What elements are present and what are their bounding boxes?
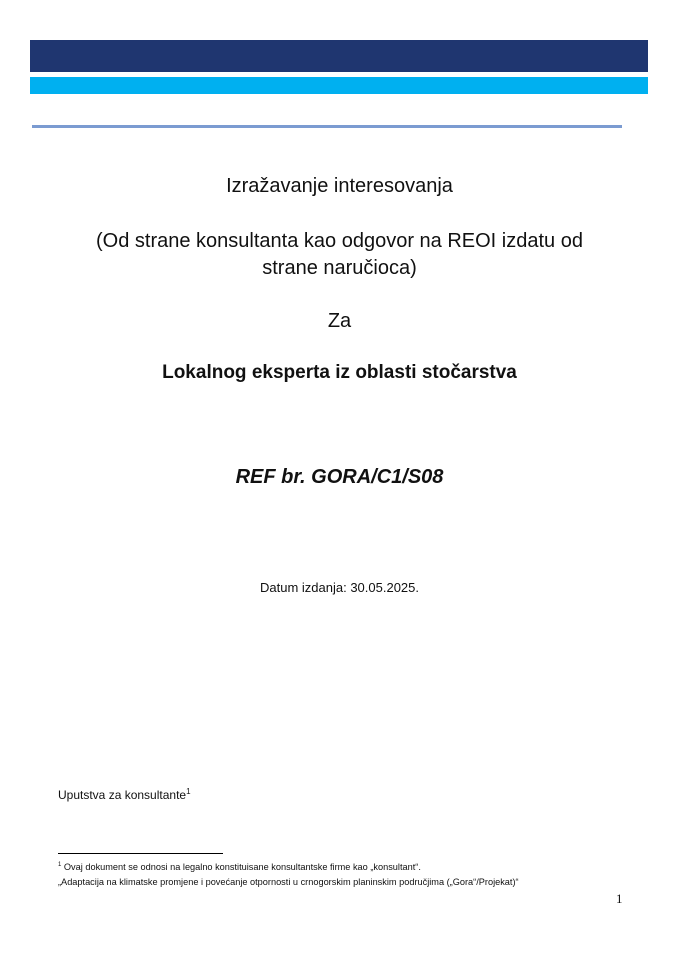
footnote-2: „Adaptacija na klimatske promjene i povećanje otpornosti u crnogorskim planinskim područjima („Gora“/Projekat)“ — [58, 877, 519, 887]
document-title: Izražavanje interesovanja — [226, 175, 453, 197]
subtitle-line-1: (Od strane konsultanta kao odgovor na REOI izdatu od — [96, 230, 583, 252]
instructions-text: Uputstva za konsultante — [58, 788, 187, 802]
footnote-mark: 1 — [58, 862, 62, 868]
header-rule — [32, 125, 622, 128]
page-number: 1 — [616, 891, 623, 906]
footnote-separator — [58, 853, 223, 854]
position-title: Lokalnog eksperta iz oblasti stočarstva — [162, 362, 517, 383]
reference-number: REF br. GORA/C1/S08 — [235, 466, 444, 488]
header-band-cyan — [30, 77, 648, 94]
instructions-heading — [58, 787, 191, 802]
subtitle-line-2: strane naručioca) — [262, 257, 417, 279]
footnote-ref[interactable]: 1 — [186, 787, 191, 796]
issue-date: Datum izdanja: 30.05.2025. — [260, 580, 419, 595]
header-band-dark — [30, 40, 648, 72]
footnote-1 — [58, 862, 421, 872]
footnote-text: Ovaj dokument se odnosi na legalno konstituisane konsultantske firme kao „konsultant“. — [63, 862, 421, 873]
for-label: Za — [327, 310, 352, 332]
